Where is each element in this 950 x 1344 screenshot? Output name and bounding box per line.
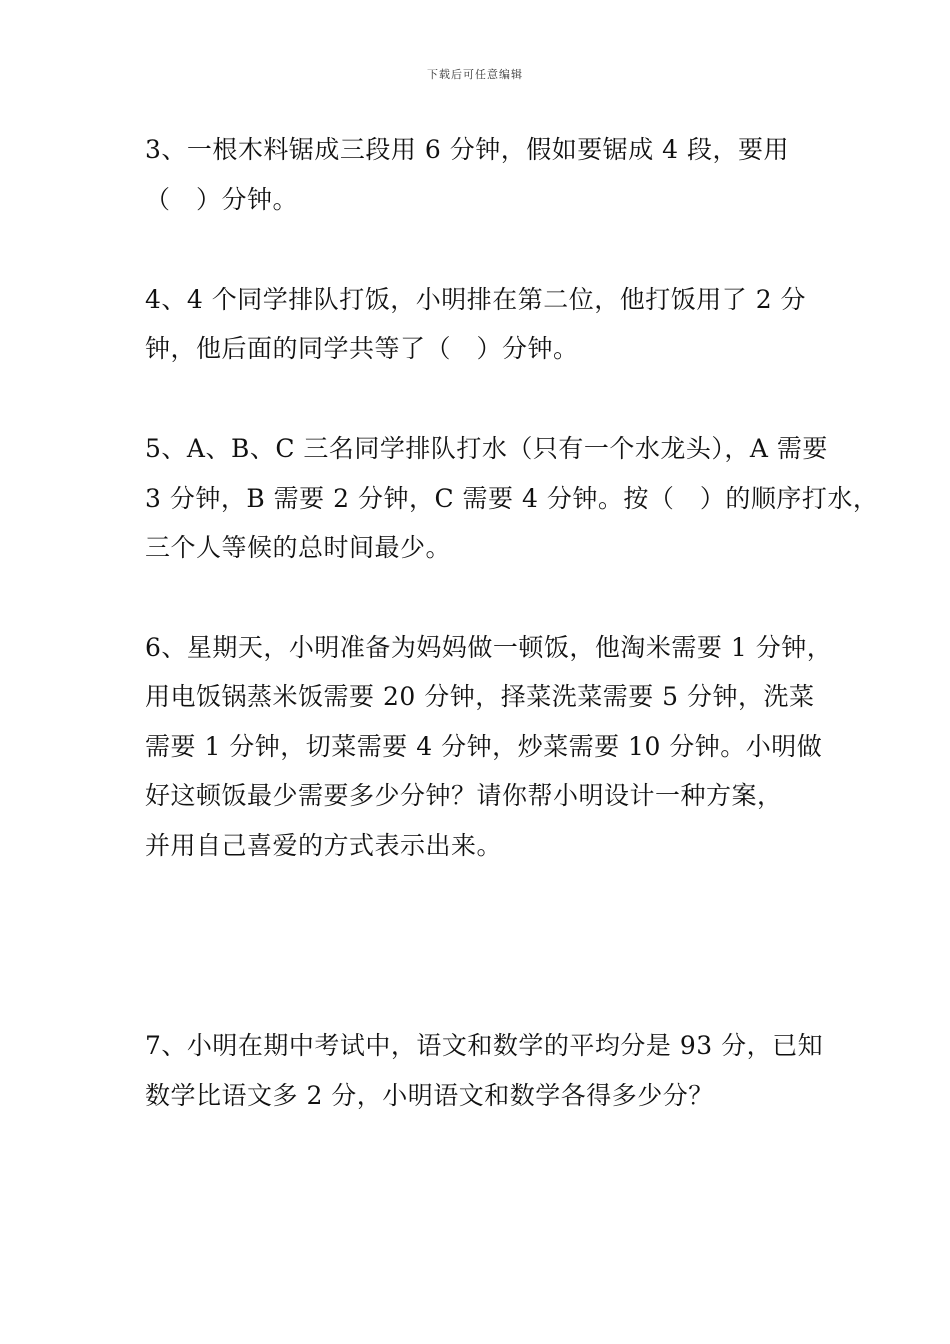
question-6-line-4: 好这顿饭最少需要多少分钟？请你帮小明设计一种方案，	[145, 781, 783, 810]
question-5-line-1: 5、A、B、C 三名同学排队打水（只有一个水龙头），A 需要	[145, 434, 828, 463]
question-5-line-3: 三个人等候的总时间最少。	[145, 533, 452, 562]
question-3-line-1: 3、一根木料锯成三段用 6 分钟，假如要锯成 4 段，要用	[145, 135, 790, 164]
question-6-line-3: 需要 1 分钟，切菜需要 4 分钟，炒菜需要 10 分钟。小明做	[145, 732, 823, 761]
question-6-line-2: 用电饭锅蒸米饭需要 20 分钟，择菜洗菜需要 5 分钟，洗菜	[145, 682, 815, 711]
question-5-line-2: 3 分钟，B 需要 2 分钟，C 需要 4 分钟。按（ ）的顺序打水，	[145, 484, 879, 513]
question-4-line-2: 钟，他后面的同学共等了（ ）分钟。	[145, 334, 579, 363]
question-3-line-2: （ ）分钟。	[145, 185, 299, 214]
question-6-line-1: 6、星期天，小明准备为妈妈做一顿饭，他淘米需要 1 分钟，	[145, 633, 833, 662]
question-4-line-1: 4、4 个同学排队打饭，小明排在第二位，他打饭用了 2 分	[145, 285, 807, 314]
question-7-line-2: 数学比语文多 2 分，小明语文和数学各得多少分？	[145, 1081, 714, 1110]
page-header: 下载后可任意编辑	[427, 68, 523, 81]
question-6-line-5: 并用自己喜爱的方式表示出来。	[145, 831, 503, 860]
question-7-line-1: 7、小明在期中考试中，语文和数学的平均分是 93 分，已知	[145, 1031, 824, 1060]
